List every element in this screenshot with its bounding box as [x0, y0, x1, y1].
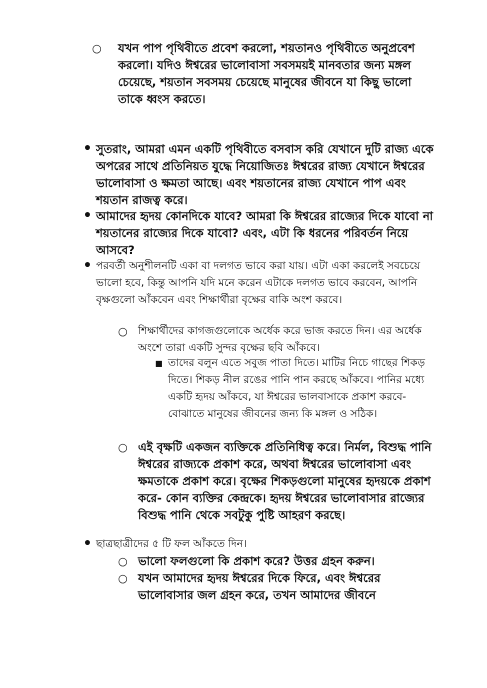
square-bullet-icon: ■	[155, 359, 163, 368]
disc-bullet-icon: •	[83, 258, 92, 274]
list-item	[118, 439, 436, 524]
circle-bullet-icon: ○	[92, 42, 102, 55]
disc-bullet-icon: •	[83, 208, 92, 224]
list-item	[118, 570, 436, 604]
circle-bullet-icon: ○	[118, 441, 128, 454]
item-text: ছাত্রছাত্রীদের ৫ টি ফল আঁকতে দিন।	[96, 538, 247, 550]
circle-bullet-icon: ○	[118, 325, 128, 338]
circle-bullet-icon: ○	[118, 572, 128, 585]
list-item	[118, 323, 436, 357]
disc-bullet-icon: •	[83, 141, 92, 157]
list-item	[118, 553, 436, 570]
list-item	[83, 258, 436, 309]
item-text: তাদের বলুন এতে সবুজ পাতা দিতে। মাটির নিচে গাছের শিকড় দিতে। শিকড় নীল রঙের পানি পান করছে আঁকবে। পানির মধ্যে একটি হৃদয় আঁকবে, যা ঈশ্বরের ভালবাসাকে প্রকাশ করবে- বোঝাতে মানুষের জীবনের জন্য কি মঙ্গল ও সঠিক।	[168, 357, 426, 420]
item-text: যখন পাপ পৃথিবীতে প্রবেশ করলো, শয়তানও পৃথিবীতে অনুপ্রবেশ করলো। যদিও ঈশ্বরের ভালোবাসা সবসময়ই মানবতার জন্য মঙ্গল চেয়েছে, শয়তান সবসময় চেয়েছে মানুষের জীবনে যা কিছু ভালো তাকে ধ্বংস করতে।	[118, 41, 415, 106]
item-text: ভালো ফলগুলো কি প্রকাশ করে? উত্তর গ্রহন করুন।	[138, 554, 375, 568]
item-text: শিক্ষার্থীদের কাগজগুলোকে অর্ধেক করে ভাজ করতে দিন। এর অর্ধেক অংশে তারা একটি সুন্দর বৃক্ষের ছবি আঁকবে।	[138, 325, 422, 354]
list-item	[155, 355, 436, 423]
disc-bullet-icon: •	[83, 536, 92, 552]
item-text: সুতরাং, আমরা এমন একটি পৃথিবীতে বসবাস করি যেখানে দুটি রাজ্য একে অপরের সাথে প্রতিনিয়ত যুদ্ধে নিয়োজিতঃ ঈশ্বরের রাজ্য যেখানে ঈশ্বরের ভালোবাসা ও ক্ষমতা আছে। এবং শয়তানের রাজ্য যেখানে পাপ এবং শয়তান রাজত্ব করে।	[96, 142, 434, 207]
circle-bullet-icon: ○	[118, 555, 128, 568]
list-item	[83, 141, 436, 209]
item-text: এই বৃক্ষটি একজন ব্যক্তিকে প্রতিনিধিত্ব করে। নির্মল, বিশুদ্ধ পানি ঈশ্বরের রাজ্যকে প্রকাশ করে, অথবা ঈশ্বরের ভালোবাসা এবং ক্ষমতাকে প্রকাশ করে। বৃক্ষের শিকড়গুলো মানুষের হৃদয়কে প্রকাশ করে- কোন ব্যক্তির কেন্দ্রকে। হৃদয় ঈশ্বরের ভালোবাসার রাজ্যের বিশুদ্ধ পানি থেকে সবটুকু পুষ্টি আহরণ করছে।	[138, 440, 432, 522]
list-item	[92, 40, 436, 108]
item-text: আমাদের হৃদয় কোনদিকে যাবে? আমরা কি ঈশ্বরের রাজ্যের দিকে যাবো না শয়তানের রাজ্যের দিকে যাবো? এবং, এটা কি ধরনের পরিবর্তন নিয়ে আসবে?	[96, 209, 434, 257]
item-text: পরবর্তী অনুশীলনটি একা বা দলগত ভাবে করা যায়। এটা একা করলেই সবচেয়ে ভালো হবে, কিন্তু আপনি যদি মনে করেন এটাকে দলগত ভাবে করবেন, আপনি বৃক্ষগুলো আঁকবেন এবং শিক্ষার্থীরা বৃক্ষের বাকি অংশ করবে।	[96, 260, 421, 306]
list-item	[83, 208, 436, 259]
item-text: যখন আমাদের হৃদয় ঈশ্বরের দিকে ফিরে, এবং ঈশ্বরের ভালোবাসার জল গ্রহন করে, তখন আমাদের জীবনে	[138, 571, 381, 602]
list-item	[83, 536, 436, 553]
